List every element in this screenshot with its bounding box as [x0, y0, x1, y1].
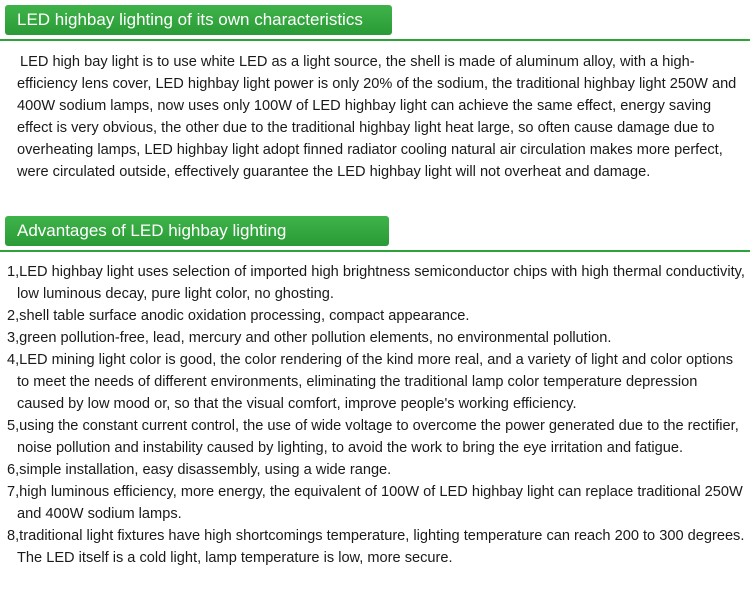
list-item: 4,LED mining light color is good, the color rendering of the kind more real, and a variety of light and color options to meet the needs of different environments, eliminating the traditional lamp color temperature depression caused by low mood or, so that the visual comfort, improve people's working efficiency.	[7, 352, 734, 412]
list-item: 2,shell table surface anodic oxidation processing, compact appearance.	[7, 308, 470, 324]
list-item: 3,green pollution-free, lead, mercury and other pollution elements, no environmental pollution.	[7, 330, 612, 346]
header-divider	[0, 39, 750, 41]
list-item: 7,high luminous efficiency, more energy, the equivalent of 100W of LED highbay light can replace traditional 250W and 400W sodium lamps.	[7, 484, 743, 522]
list-item: 1,LED highbay light uses selection of imported high brightness semiconductor chips with high thermal conductivity, low luminous decay, pure light color, no ghosting.	[7, 264, 745, 302]
list-item: 8,traditional light fixtures have high shortcomings temperature, lighting temperature can reach 200 to 300 degrees. The LED itself is a cold light, lamp temperature is low, more secure.	[7, 528, 745, 566]
advantages-section-header	[0, 216, 750, 252]
characteristics-title: LED highbay lighting of its own characteristics	[5, 5, 392, 35]
advantages-list	[7, 261, 745, 569]
list-item: 5,using the constant current control, the use of wide voltage to overcome the power generated due to the rectifier, noise pollution and instability caused by lighting, to avoid the work to bring the eye irritation and fatigue.	[7, 418, 739, 456]
characteristics-paragraph: LED high bay light is to use white LED as a light source, the shell is made of aluminum alloy, with a high-efficiency lens cover, LED highbay light power is only 20% of the sodium, the traditional highbay light 250W and 400W sodium lamps, now uses only 100W of LED highbay light can achieve the same effect, energy saving effect is very obvious, the other due to the traditional highbay light heat large, so often cause damage due to overheating lamps, LED highbay light adopt finned radiator cooling natural air circulation makes more perfect, were circulated outside, effectively guarantee the LED highbay light will not overheat and damage.	[17, 54, 737, 180]
header-divider	[0, 250, 750, 252]
characteristics-section-header	[0, 5, 750, 41]
advantages-title: Advantages of LED highbay lighting	[5, 216, 389, 246]
list-item: 6,simple installation, easy disassembly, using a wide range.	[7, 462, 392, 478]
